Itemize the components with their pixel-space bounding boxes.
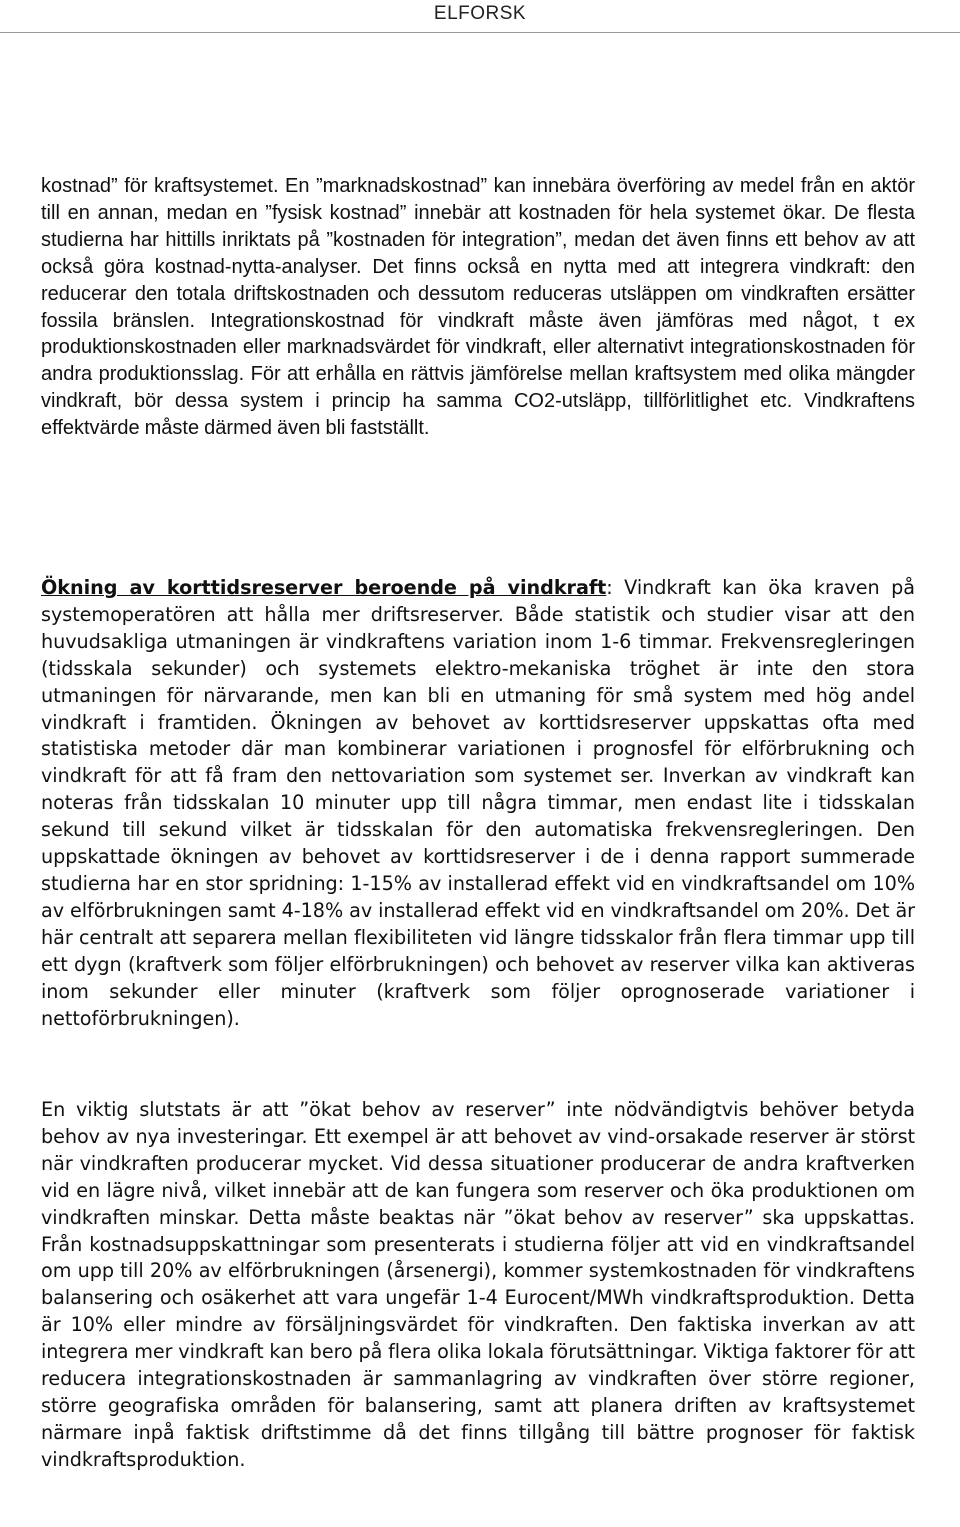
paragraph-block-2 [41,575,915,1032]
paragraph-body: : Vindkraft kan öka kraven på systemoperatören att hålla mer driftsreserver. Både statistik och studier visar att den huvudsakliga utmaningen är vindkraftens variation inom 1-6 timmar. Frekvensregleringen (tidsskala sekunder) och systemets elektro-mekaniska tröghet är inte den stora utmaningen för närvarande, men kan bli en utmaning för små system med hög andel vindkraft i framtiden. Ökningen av behovet av korttidsreserver uppskattas ofta med statistiska metoder där man kombinerar variationen i prognosfel för elförbrukning och vindkraft för att få fram den nettovariation som systemet ser. Inverkan av vindkraft kan noteras från tidsskalan 10 minuter upp till några timmar, men endast lite i tidsskalan sekund till sekund vilket är tidsskalan för den automatiska frekvensregleringen. Den uppskattade ökningen av behovet av korttidsreserver i de i denna rapport summerade studierna har en stor spridning: 1-15% av installerad effekt vid en vindkraftsandel om 10% av elförbrukningen samt 4-18% av installerad effekt vid en vindkraftsandel om 20%. Det är här centralt att separera mellan flexibiliteten vid längre tidsskalor från flera timmar upp till ett dygn (kraftverk som följer elförbrukningen) och behovet av reserver vilka kan aktiveras inom sekunder eller minuter (kraftverk som följer oprognoserade variationer i nettoförbrukningen). [41,576,915,1030]
header-title: ELFORSK [433,3,527,24]
paragraph-text: kostnad” för kraftsystemet. En ”marknadskostnad” kan innebära överföring av medel från en aktör till en annan, medan en ”fysisk kostnad” innebär att kostnaden för hela systemet ökar. De flesta studierna har hittills inriktats på ”kostnaden för integration”, medan det även finns ett behov av att också göra kostnad-nytta-analyser. Det finns också en nytta med att integrera vindkraft: den reducerar den totala driftskostnaden och dessutom reduceras utsläppen om vindkraften ersätter fossila bränslen. Integrationskostnad för vindkraft måste även jämföras med något, t ex produktionskostnaden eller marknadsvärdet för vindkraft, eller alternativt integrationskostnaden för andra produktionsslag. För att erhålla en rättvis jämförelse mellan kraftsystem med olika mängder vindkraft, bör dessa system i princip ha samma CO2-utsläpp, tillförlitlighet etc. Vindkraftens effektvärde måste därmed även bli fastställt. [41,175,915,440]
paragraph-block-3 [41,1097,915,1474]
page-header [0,0,960,33]
paragraph-text: En viktig slutstats är att ”ökat behov av reserver” inte nödvändigtvis behöver betyda behov av nya investeringar. Ett exempel är att behovet av vind-orsakade reserver är störst när vindkraften producerar mycket. Vid dessa situationer producerar de andra kraftverken vid en lägre nivå, vilket innebär att de kan fungera som reserver och öka produktionen om vindkraften minskar. Detta måste beaktas när ”ökat behov av reserver” ska uppskattas. Från kostnadsuppskattningar som presenterats i studierna följer att vid en vindkraftsandel om upp till 20% av elförbrukningen (årsenergi), kommer systemkostnaden för vindkraftens balansering och osäkerhet att vara ungefär 1-4 Eurocent/MWh vindkraftsproduktion. Detta är 10% eller mindre av försäljningsvärdet för vindkraften. Den faktiska inverkan av att integrera mer vindkraft kan bero på flera olika lokala förutsättningar. Viktiga faktorer för att reducera integrationskostnaden är sammanlagring av vindkraften över större regioner, större geografiska områden för balansering, samt att planera driften av kraftsystemet närmare inpå faktisk driftstimme då det finns tillgång till bättre prognoser för faktisk vindkraftsproduktion. [41,1098,915,1471]
paragraph-text [41,575,915,1032]
section-lead-heading: Ökning av korttidsreserver beroende på vindkraft [41,576,607,599]
paragraph-block-1 [41,173,915,442]
